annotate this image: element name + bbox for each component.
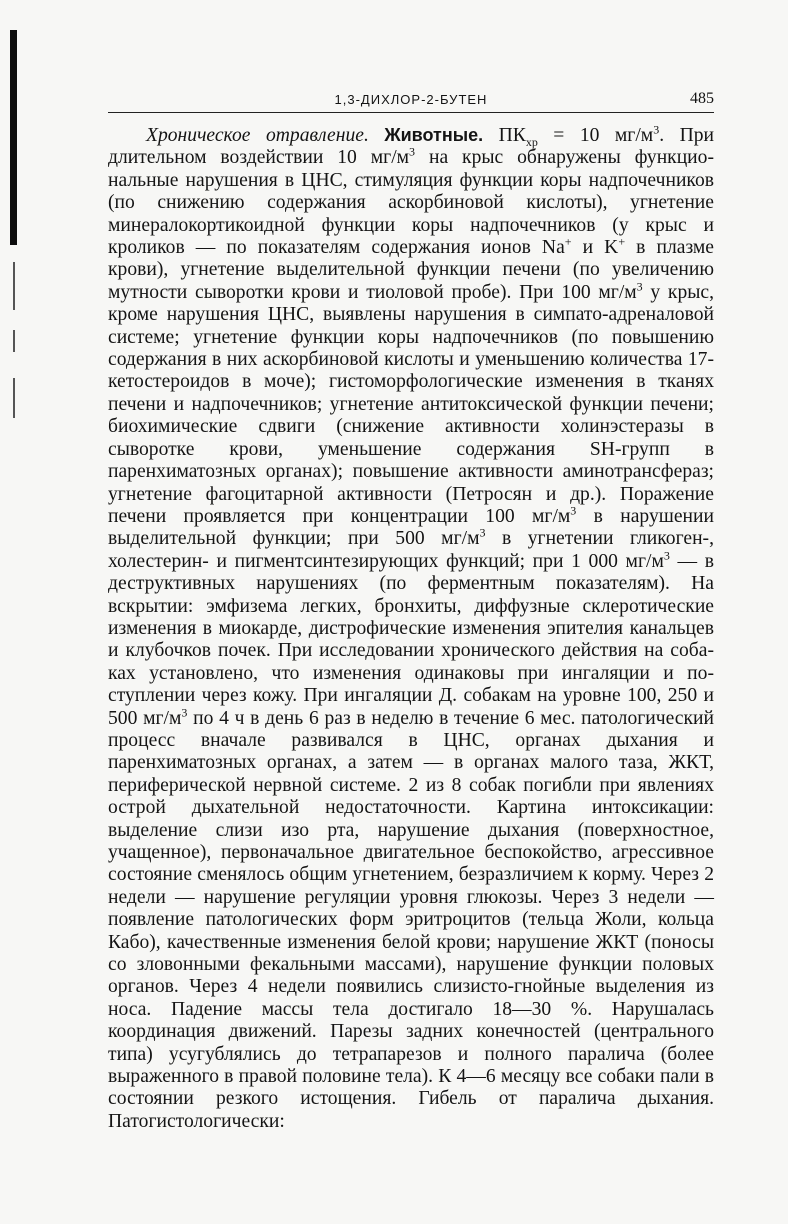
scan-mark xyxy=(13,330,15,352)
text-run: = 10 мг/м xyxy=(537,125,654,146)
book-page xyxy=(108,86,714,1153)
text-run: . При длительном воздействии 10 мг/м xyxy=(108,125,714,169)
superscript: + xyxy=(618,234,626,249)
superscript: 3 xyxy=(479,525,486,540)
text-run: в нарушении выделительной функции; при 500 мг/м xyxy=(108,505,714,550)
running-head xyxy=(108,86,714,113)
subscript: хр xyxy=(525,134,538,149)
page-number: 485 xyxy=(690,90,714,107)
body-paragraph xyxy=(108,124,714,1133)
superscript: + xyxy=(564,234,572,249)
running-head-title: 1,3-ДИХЛОР-2-БУТЕН xyxy=(334,92,488,107)
scan-mark xyxy=(13,378,15,418)
scan-mark xyxy=(13,262,15,310)
text-run: — в деструктивных нарушениях (по ферментным показателям). На вскрытии: эмфизема легких, бронхиты, диффузные склеротические изменения в миокарде, дистрофические изменения эпителия канальцев и клубочков почек. При исследовании хронического действия на собаках установлено, что изменения одинаковы при ингаляции и поступлении через кожу. При ингаляции Д. собакам на уровне 100, 250 и 500 мг/м xyxy=(108,550,714,729)
superscript: 3 xyxy=(570,503,577,518)
text-run: в угнетении гликоген-, холестерин- и пигментсинтезирующих функций; при 1 000 мг/м xyxy=(108,528,714,572)
superscript: 3 xyxy=(409,144,416,159)
text-run: у крыс, кроме нарушения ЦНС, выявлены нарушения в симпато-адреналовой системе; угнетение функции коры надпочечников (по повышению содержания в них аскорбиновой кислоты и уменьшению количества 17-кетостероидов в моче); гистоморфологические изменения в тканях печени и надпочечников; угнетение антитоксической функции печени; биохимические сдвиги (снижение активности холинэстеразы в сыворотке крови, уменьшение содержания SH-групп в паренхиматозных органах); повышение активности аминотрансфераз; угнетение фагоцитарной активности (Петросян и др.). Поражение печени проявляется при концентрации 100 мг/м xyxy=(108,281,714,527)
scan-edge xyxy=(10,30,17,245)
text-run: по 4 ч в день 6 раз в неделю в течение 6 мес. патологический процесс вначале развивался в ЦНС, органах дыхания и паренхиматозных органах, а затем — в органах малого таза, ЖКТ, периферической нервной системе. 2 из 8 собак погибли при явлениях острой дыхательной недостаточности. Картина интоксикации: выделение слизи изо рта, нарушение дыхания (поверхностное, учащенное), первоначальное двигательное беспокойство, агрессивное состояние сменялось общим угнетением, безразличием к корму. Через 2 недели — нарушение регуляции уровня глюкозы. Через 3 недели — появление патологических форм эритроцитов (тельца Жоли, кольца Кабо), качественные изменения белой крови; нарушение ЖКТ (поносы со зловонными фекальными массами), нарушение функции половых органов. Через 4 недели появились слизисто-гнойные выделения из носа. Падение массы тела достигало 18—30 %. Нарушалась координация движений. Парезы задних конечностей (центрального типа) усугублялись до тетрапарезов и полного паралича (более выраженного в правой половине тела). К 4—6 месяцу все собаки пали в состоянии резкого истощения. Гибель от паралича дыхания. Патогистологически: xyxy=(108,707,714,1132)
subject-label: Животные. xyxy=(384,125,484,145)
superscript: 3 xyxy=(181,705,188,720)
text-run: на крыс обнаружены функциональные нарушения в ЦНС, стимуляция функции коры надпочечников (по снижению содержания аскорбиновой кислоты), угнетение минералокортикоидной функции коры надпочечников (у крыс и кроликов — по показателям содержания ионов Na xyxy=(108,147,714,259)
superscript: 3 xyxy=(663,548,670,563)
text-run: ПК xyxy=(498,125,526,146)
superscript: 3 xyxy=(636,279,643,294)
section-heading: Хроническое отравление. xyxy=(146,125,369,146)
text-run: в плазме крови), угнетение выделительной функции печени (по увеличению мутности сыворотки крови и тиоловой пробе). При 100 мг/м xyxy=(108,237,714,303)
text-run: и K xyxy=(571,237,619,259)
superscript: 3 xyxy=(653,122,660,137)
